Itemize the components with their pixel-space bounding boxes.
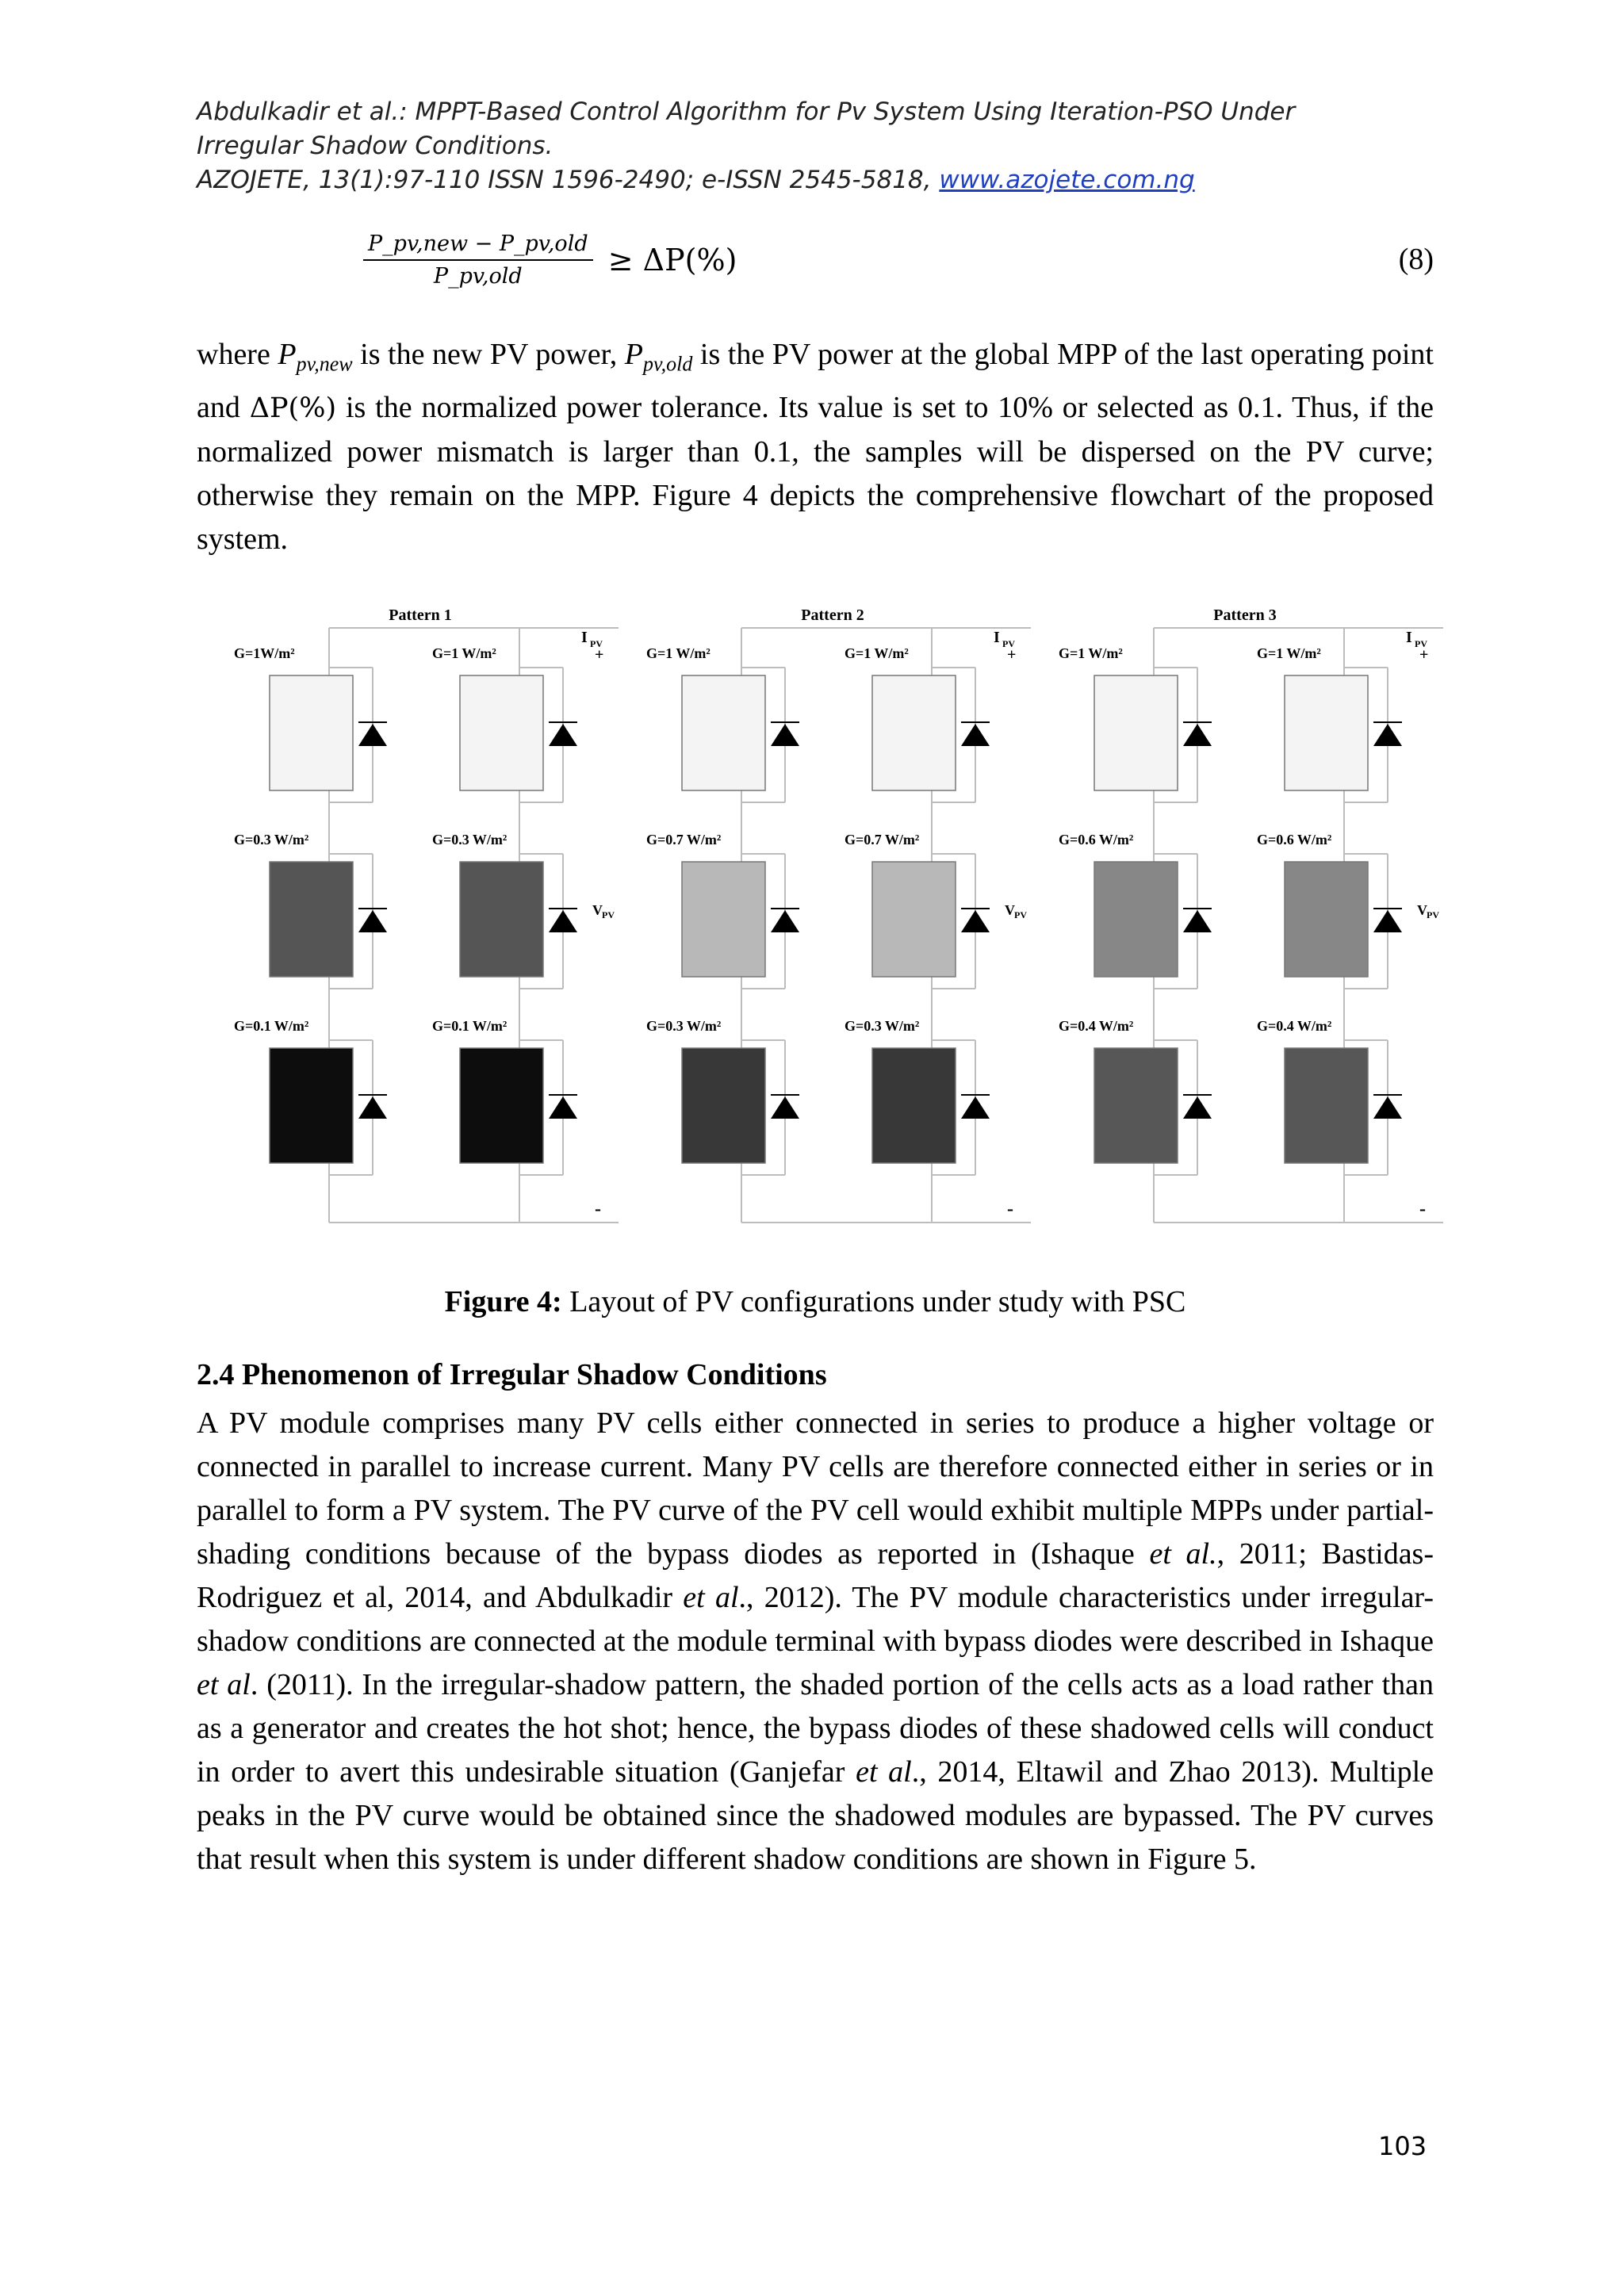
plus-terminal: + [595,646,604,664]
paragraph-irregular-shadow [197,1402,1434,1881]
irradiance-label: G=0.6 W/m² [1059,832,1134,848]
bypass-diode-icon [961,1096,990,1119]
equation-number: (8) [1398,243,1434,276]
bypass-diode-icon [961,724,990,746]
header-journal-info: AZOJETE, 13(1):97-110 ISSN 1596-2490; e-ISSN 2545-5818, [197,166,940,194]
bypass-diode-icon [1373,724,1402,746]
pv-module [872,1048,956,1163]
bypass-diode-icon [771,724,799,746]
bypass-diode-icon [1373,1096,1402,1119]
var-p-new-subscript: pv,new [296,352,353,376]
pv-module [1285,1048,1368,1163]
pattern-title: Pattern 3 [1213,607,1277,624]
caption-text: Layout of PV configurations under study with PSC [561,1285,1186,1318]
ipv-label: I [994,629,1000,646]
pv-module [1094,1048,1178,1163]
pv-module [682,1048,765,1163]
header-line-3 [197,163,1434,197]
bypass-diode-icon [1183,724,1212,746]
text-run: is the normalized power tolerance. Its value is set to 10% or selected as 0.1. Thus, if the normalized power mismatch is larger than 0.1, the samples will be dispersed on the PV curve; otherwise they remain on the MPP. Figure 4 depicts the comprehensive flowchart of the proposed system. [197,390,1434,556]
vpv-subscript: PV [1014,909,1027,920]
pv-module [1285,862,1368,977]
bypass-diode-icon [549,1096,577,1119]
pattern-title: Pattern 2 [801,607,864,624]
pv-module [682,675,765,790]
text-run: ., 2012). The PV module characteristics under irregular-shadow conditions are connected at the module terminal with bypass diodes were described in Ishaque [197,1581,1434,1658]
bypass-diode-icon [771,910,799,932]
ipv-label: I [1406,629,1412,646]
vpv-label: V [592,902,603,918]
text-run: ., 2014, Eltawil and Zhao 2013). Multiple peaks in the PV curve would be obtained since the shadowed modules are bypassed. The PV curves that result when this system is under different shadow conditions are shown in Figure 5. [197,1755,1434,1876]
text-run: is the new PV power, [352,338,625,371]
pv-module [872,862,956,977]
irradiance-label: G=0.3 W/m² [845,1018,920,1034]
plus-terminal: + [1419,646,1429,664]
ipv-label: I [581,629,588,646]
ipv-subscript: PV [1002,638,1015,649]
irradiance-label: G=0.7 W/m² [845,832,920,848]
irradiance-label: G=1 W/m² [1059,645,1123,661]
pv-module [872,675,956,790]
bypass-diode-icon [1183,1096,1212,1119]
irradiance-label: G=0.3 W/m² [432,832,508,848]
irradiance-label: G=1 W/m² [1257,645,1321,661]
irradiance-label: G=1 W/m² [432,645,496,661]
var-p-old-subscript: pv,old [643,352,693,376]
minus-terminal: - [1419,1199,1426,1219]
bypass-diode-icon [549,910,577,932]
bypass-diode-icon [549,724,577,746]
text-run: where [197,338,278,371]
minus-terminal: - [595,1199,601,1219]
minus-terminal: - [1007,1199,1013,1219]
italic-et-al: et al [856,1755,912,1789]
italic-et-al: et al [683,1581,739,1614]
pattern-title: Pattern 1 [389,607,452,624]
equation-numerator: P_pv,new − P_pv,old [363,232,593,261]
bypass-diode-icon [1373,910,1402,932]
vpv-subscript: PV [602,909,615,920]
irradiance-label: G=0.1 W/m² [432,1018,508,1034]
pv-module [1094,862,1178,977]
irradiance-label: G=0.7 W/m² [646,832,722,848]
italic-et-al: et al. [1149,1537,1217,1571]
bypass-diode-icon [961,910,990,932]
irradiance-label: G=1W/m² [234,645,295,661]
irradiance-label: G=0.3 W/m² [234,832,309,848]
ipv-subscript: PV [590,638,603,649]
pv-module [270,862,353,977]
irradiance-label: G=0.3 W/m² [646,1018,722,1034]
section-heading: 2.4 Phenomenon of Irregular Shadow Conditions [197,1358,827,1391]
bypass-diode-icon [358,910,387,932]
header-line-1: Abdulkadir et al.: MPPT-Based Control Algorithm for Pv System Using Iteration-PSO Under [197,98,1296,126]
pv-module [460,862,543,977]
vpv-label: V [1005,902,1015,918]
pv-module [460,675,543,790]
plus-terminal: + [1007,646,1017,664]
running-header [197,95,1434,197]
irradiance-label: G=0.6 W/m² [1257,832,1332,848]
pv-module [682,862,765,977]
irradiance-label: G=1 W/m² [646,645,710,661]
bypass-diode-icon [771,1096,799,1119]
text-run: , 2011; Bastidas-Rodriguez et al, 2014, and Abdulkadir [197,1537,1434,1614]
paragraph-equation-explanation [197,333,1434,561]
pv-module [270,1048,353,1163]
pv-module [460,1048,543,1163]
irradiance-label: G=0.4 W/m² [1257,1018,1332,1034]
equation-denominator: P_pv,old [433,264,523,289]
pv-module [270,675,353,790]
figure-caption [197,1284,1434,1319]
equation-8 [363,232,737,289]
irradiance-label: G=0.4 W/m² [1059,1018,1134,1034]
pv-configuration-figure [226,596,1463,1246]
header-line-2: Irregular Shadow Conditions. [197,132,553,160]
page-number: 103 [1378,2131,1427,2161]
delta-p-symbol: ΔP(%) [249,392,337,424]
journal-website-link[interactable]: www.azojete.com.ng [939,166,1195,194]
italic-et-al: et al [197,1668,251,1701]
pv-module [1094,675,1178,790]
pv-module [1285,675,1368,790]
vpv-label: V [1417,902,1427,918]
irradiance-label: G=0.1 W/m² [234,1018,309,1034]
text-run: . (2011). In the irregular-shadow pattern, the shaded portion of the cells acts as a load rather than as a generator and creates the hot shot; hence, the bypass diodes of these shadowed cells will conduct in order to avert this undesirable situation (Ganjefar [197,1668,1434,1789]
var-p-new: P [278,338,297,371]
text-run: A PV module comprises many PV cells either connected in series to produce a higher voltage or connected in parallel to increase current. Many PV cells are therefore connected either in series or in parallel to form a PV system. The PV curve of the PV cell would exhibit multiple MPPs under partial-shading conditions because of the bypass diodes as reported in (Ishaque [197,1406,1434,1571]
bypass-diode-icon [358,1096,387,1119]
bypass-diode-icon [358,724,387,746]
caption-label: Figure 4: [444,1285,562,1318]
text-run: is the PV power at the global MPP of the last operating point and [197,338,1434,424]
irradiance-label: G=1 W/m² [845,645,909,661]
equation-fraction [363,232,593,289]
equation-rhs: ≥ ΔP(%) [607,243,737,277]
ipv-subscript: PV [1415,638,1427,649]
bypass-diode-icon [1183,910,1212,932]
vpv-subscript: PV [1427,909,1439,920]
var-p-old: P [624,338,643,371]
